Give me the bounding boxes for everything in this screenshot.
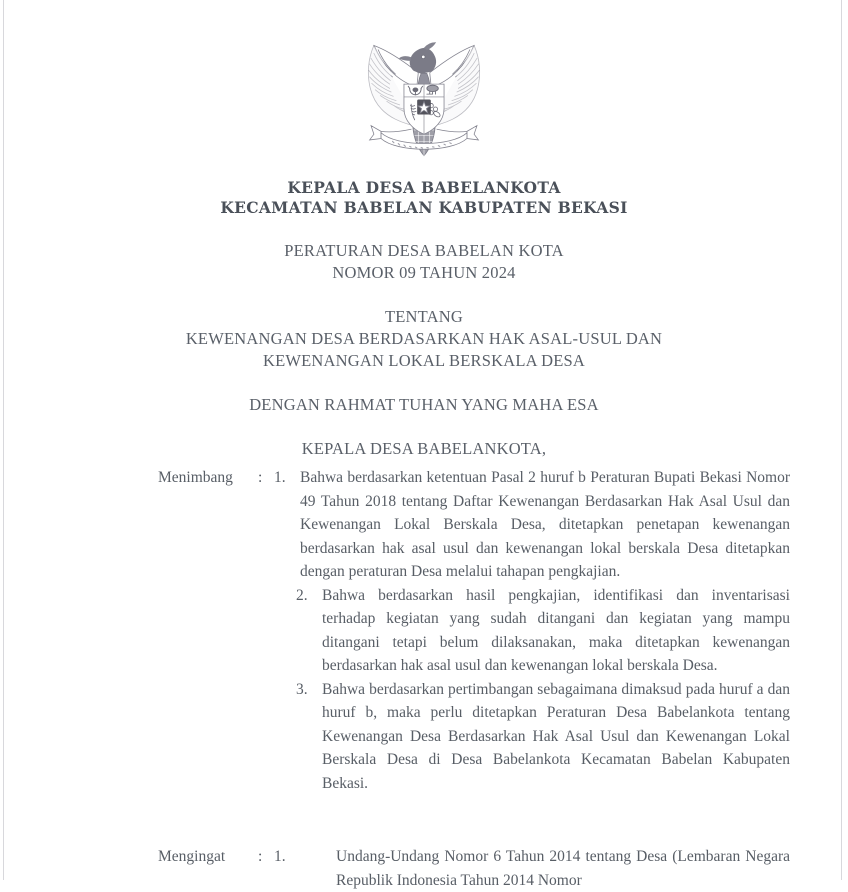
subject-line-1: KEWENANGAN DESA BERDASARKAN HAK ASAL-USUL DAN: [185, 329, 663, 348]
legal-basis-row: [0, 845, 848, 892]
item-number: 3.: [296, 680, 308, 698]
regulation-name: PERATURAN DESA BABELAN KOTA: [284, 241, 564, 260]
legal-basis-colon: :: [258, 848, 263, 865]
document-title-block: [0, 240, 848, 460]
district-regency-title: KECAMATAN BABELAN KABUPATEN BEKASI: [220, 198, 628, 217]
blessing-line: DENGAN RAHMAT TUHAN YANG MAHA ESA: [249, 395, 599, 414]
item-text: Undang-Undang Nomor 6 Tahun 2014 tentang Desa (Lembaran Negara Republik Indonesia Tahun 2014 Nomor: [336, 848, 790, 889]
garuda-pancasila-emblem: [351, 34, 497, 170]
emblem-container: [0, 34, 848, 170]
legal-basis-items: [274, 845, 848, 892]
considerations-section: [0, 466, 848, 795]
considerations-row: [0, 466, 848, 795]
considerations-label: Menimbang: [158, 469, 233, 486]
item-number: 2.: [296, 586, 308, 604]
item-text: Bahwa berdasarkan pertimbangan sebagaimana dimaksud pada huruf a dan huruf b, maka perlu ditetapkan Peraturan Desa Babelankota tentang Kewenangan Desa Berdasarkan Hak Asal Usul dan Kewenangan Lokal Berskala Desa di Desa Babelankota Kecamatan Babelan Kabupaten Bekasi.: [322, 680, 790, 792]
village-head-title: KEPALA DESA BABELANKOTA: [287, 178, 561, 197]
regulation-number: NOMOR 09 TAHUN 2024: [332, 263, 516, 282]
legal-basis-label: Mengingat: [158, 848, 226, 865]
considerations-colon: :: [258, 469, 263, 486]
legal-basis-section: [0, 845, 848, 892]
about-label: TENTANG: [385, 307, 463, 326]
signatory-line: KEPALA DESA BABELANKOTA,: [301, 439, 547, 458]
item-number: 1.: [274, 469, 286, 486]
letterhead: [0, 178, 848, 218]
item-text: Bahwa berdasarkan hasil pengkajian, identifikasi dan inventarisasi terhadap kegiatan yang sudah ditangani dan kegiatan yang mampu ditangani tetapi belum dilaksanakan, maka ditetapkan kewenangan berdasarkan hak asal usul dan kewenangan lokal berskala Desa.: [322, 586, 790, 674]
considerations-items: [274, 466, 848, 795]
list-item: [274, 845, 790, 892]
list-item: [274, 466, 790, 584]
item-text: Bahwa berdasarkan ketentuan Pasal 2 huruf b Peraturan Bupati Bekasi Nomor 49 Tahun 2018 tentang Daftar Kewenangan Berdasarkan Hak Asal Usul dan Kewenangan Lokal Berskala Desa, ditetapkan penetapan kewenangan berdasarkan hak asal usul dan kewenangan lokal berskala Desa ditetapkan dengan peraturan Desa melalui tahapan pengkajian.: [300, 469, 790, 580]
item-number: 1.: [274, 848, 286, 865]
list-item: [274, 678, 790, 796]
subject-line-2: KEWENANGAN LOKAL BERSKALA DESA: [262, 351, 586, 370]
list-item: [274, 584, 790, 678]
